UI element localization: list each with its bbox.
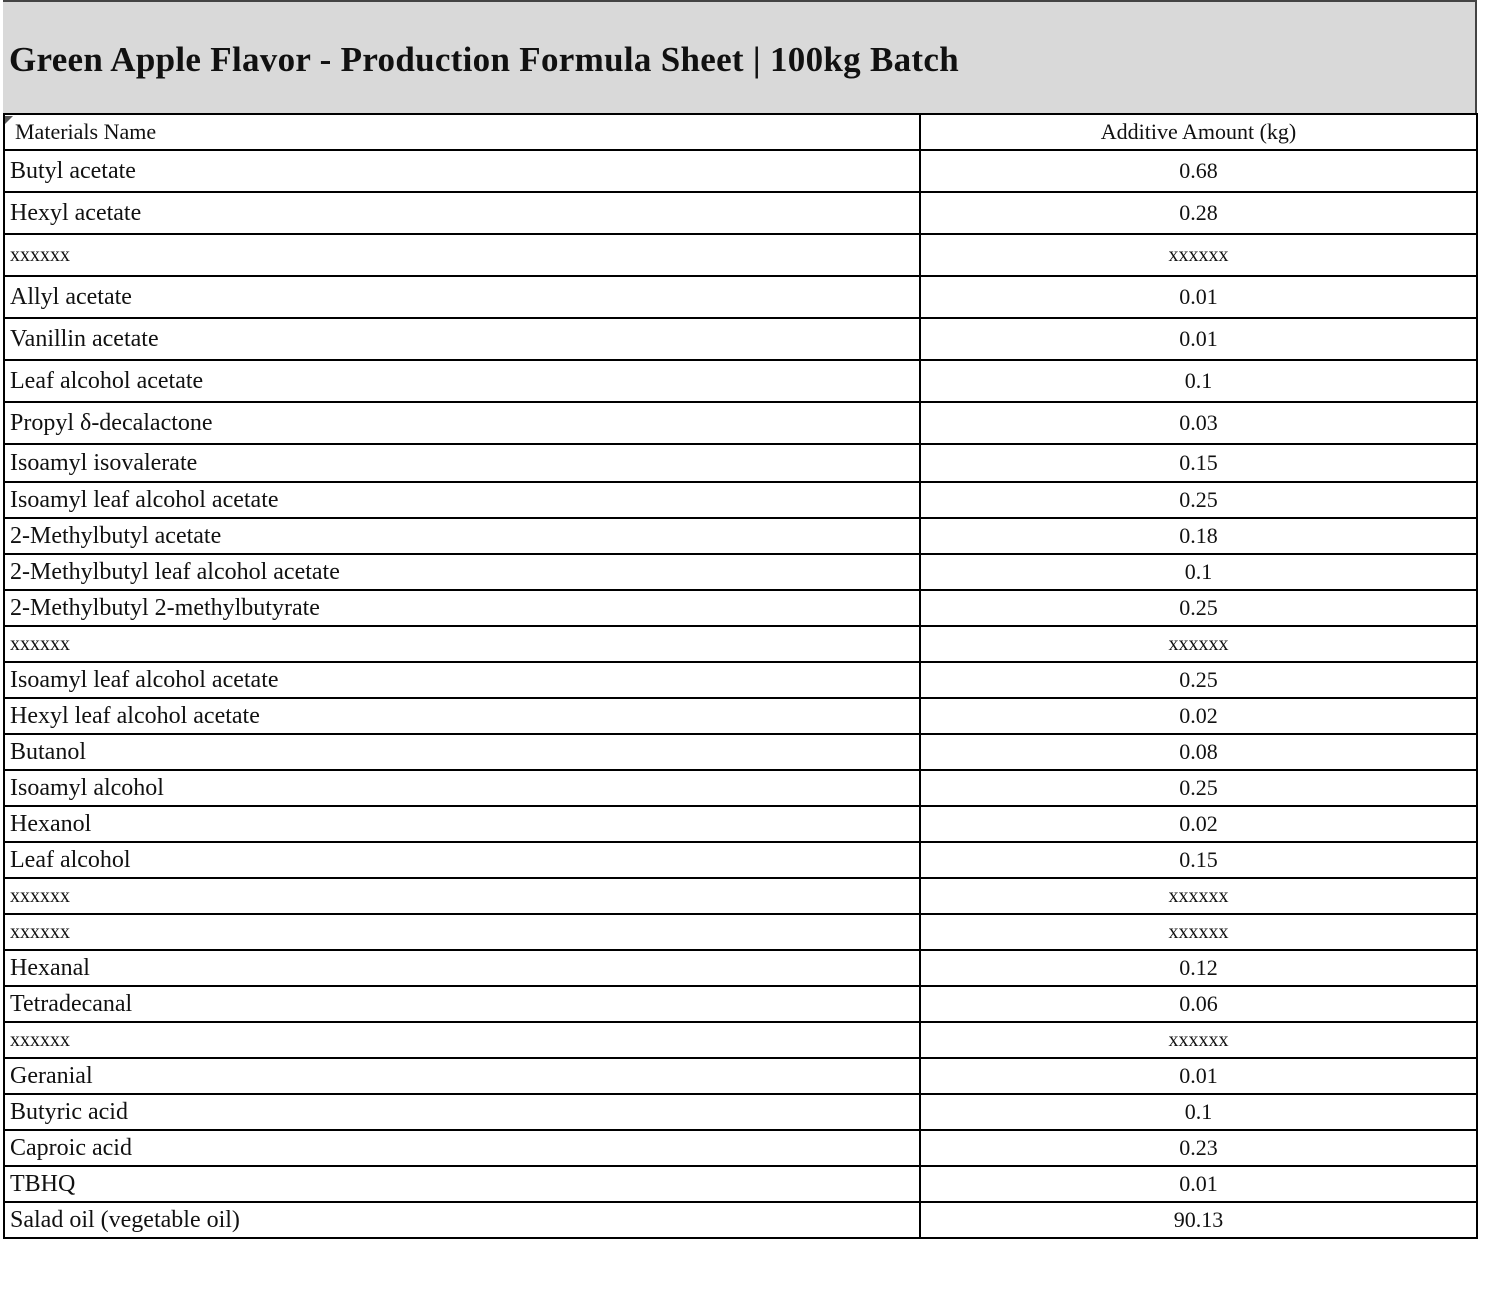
table-row xyxy=(4,1058,1477,1094)
additive-amount-cell[interactable]: 0.01 xyxy=(920,1058,1477,1094)
additive-amount-cell[interactable]: xxxxxx xyxy=(920,914,1477,950)
table-row xyxy=(4,518,1477,554)
table-row xyxy=(4,986,1477,1022)
material-name-cell[interactable]: 2-Methylbutyl leaf alcohol acetate xyxy=(4,554,920,590)
table-row xyxy=(4,590,1477,626)
table-row xyxy=(4,276,1477,318)
additive-amount-cell[interactable]: 0.03 xyxy=(920,402,1477,444)
additive-amount-cell[interactable]: 0.25 xyxy=(920,770,1477,806)
material-name-cell[interactable]: TBHQ xyxy=(4,1166,920,1202)
table-row xyxy=(4,444,1477,482)
additive-amount-cell[interactable]: 0.08 xyxy=(920,734,1477,770)
material-name-cell[interactable]: xxxxxx xyxy=(4,626,920,662)
sheet-title: Green Apple Flavor - Production Formula Sheet | 100kg Batch xyxy=(9,40,959,79)
header-additive-amount[interactable]: Additive Amount (kg) xyxy=(920,114,1477,150)
material-name-cell[interactable]: 2-Methylbutyl acetate xyxy=(4,518,920,554)
material-name-cell[interactable]: Tetradecanal xyxy=(4,986,920,1022)
additive-amount-cell[interactable]: 0.25 xyxy=(920,482,1477,518)
material-name-cell[interactable]: Salad oil (vegetable oil) xyxy=(4,1202,920,1238)
additive-amount-cell[interactable]: 0.1 xyxy=(920,554,1477,590)
material-name-cell[interactable]: Hexyl leaf alcohol acetate xyxy=(4,698,920,734)
material-name-cell[interactable]: Hexyl acetate xyxy=(4,192,920,234)
table-row xyxy=(4,554,1477,590)
table-row xyxy=(4,698,1477,734)
table-row xyxy=(4,150,1477,192)
additive-amount-cell[interactable]: 0.23 xyxy=(920,1130,1477,1166)
additive-amount-cell[interactable]: 0.28 xyxy=(920,192,1477,234)
sheet-title-cell[interactable] xyxy=(3,0,1477,113)
table-row xyxy=(4,734,1477,770)
additive-amount-cell[interactable]: 0.01 xyxy=(920,1166,1477,1202)
table-row xyxy=(4,360,1477,402)
additive-amount-cell[interactable]: 0.25 xyxy=(920,662,1477,698)
material-name-cell[interactable]: Geranial xyxy=(4,1058,920,1094)
table-row xyxy=(4,806,1477,842)
material-name-cell[interactable]: Butyric acid xyxy=(4,1094,920,1130)
table-row xyxy=(4,662,1477,698)
material-name-cell[interactable]: Caproic acid xyxy=(4,1130,920,1166)
material-name-cell[interactable]: Isoamyl isovalerate xyxy=(4,444,920,482)
material-name-cell[interactable]: Isoamyl leaf alcohol acetate xyxy=(4,662,920,698)
additive-amount-cell[interactable]: 0.01 xyxy=(920,276,1477,318)
material-name-cell[interactable]: Hexanal xyxy=(4,950,920,986)
table-row xyxy=(4,878,1477,914)
additive-amount-cell[interactable]: xxxxxx xyxy=(920,626,1477,662)
material-name-cell[interactable]: xxxxxx xyxy=(4,1022,920,1058)
material-name-cell[interactable]: Leaf alcohol xyxy=(4,842,920,878)
formula-table xyxy=(3,113,1478,1239)
additive-amount-cell[interactable]: 0.68 xyxy=(920,150,1477,192)
additive-amount-cell[interactable]: xxxxxx xyxy=(920,1022,1477,1058)
material-name-cell[interactable]: Allyl acetate xyxy=(4,276,920,318)
additive-amount-cell[interactable]: 0.01 xyxy=(920,318,1477,360)
material-name-cell[interactable]: Hexanol xyxy=(4,806,920,842)
table-row xyxy=(4,1202,1477,1238)
table-row xyxy=(4,318,1477,360)
additive-amount-cell[interactable]: 0.15 xyxy=(920,842,1477,878)
cell-comment-indicator-icon xyxy=(5,116,13,124)
material-name-cell[interactable]: 2-Methylbutyl 2-methylbutyrate xyxy=(4,590,920,626)
additive-amount-cell[interactable]: 0.02 xyxy=(920,698,1477,734)
table-row xyxy=(4,402,1477,444)
material-name-cell[interactable]: xxxxxx xyxy=(4,878,920,914)
table-row xyxy=(4,1022,1477,1058)
material-name-cell[interactable]: Leaf alcohol acetate xyxy=(4,360,920,402)
material-name-cell[interactable]: Isoamyl alcohol xyxy=(4,770,920,806)
additive-amount-cell[interactable]: 0.12 xyxy=(920,950,1477,986)
table-row xyxy=(4,914,1477,950)
additive-amount-cell[interactable]: xxxxxx xyxy=(920,878,1477,914)
table-row xyxy=(4,1166,1477,1202)
additive-amount-cell[interactable]: 0.18 xyxy=(920,518,1477,554)
table-row xyxy=(4,234,1477,276)
additive-amount-cell[interactable]: 0.25 xyxy=(920,590,1477,626)
table-row xyxy=(4,842,1477,878)
table-row xyxy=(4,192,1477,234)
material-name-cell[interactable]: Butanol xyxy=(4,734,920,770)
additive-amount-cell[interactable]: 0.1 xyxy=(920,1094,1477,1130)
material-name-cell[interactable]: Vanillin acetate xyxy=(4,318,920,360)
table-row xyxy=(4,626,1477,662)
additive-amount-cell[interactable]: 0.02 xyxy=(920,806,1477,842)
header-materials-name[interactable]: Materials Name xyxy=(4,114,920,150)
additive-amount-cell[interactable]: 0.15 xyxy=(920,444,1477,482)
table-row xyxy=(4,1130,1477,1166)
additive-amount-cell[interactable]: 0.06 xyxy=(920,986,1477,1022)
material-name-cell[interactable]: xxxxxx xyxy=(4,914,920,950)
material-name-cell[interactable]: xxxxxx xyxy=(4,234,920,276)
table-row xyxy=(4,482,1477,518)
header-row xyxy=(4,114,1477,150)
table-row xyxy=(4,1094,1477,1130)
material-name-cell[interactable]: Isoamyl leaf alcohol acetate xyxy=(4,482,920,518)
table-row xyxy=(4,950,1477,986)
table-row xyxy=(4,770,1477,806)
additive-amount-cell[interactable]: 90.13 xyxy=(920,1202,1477,1238)
additive-amount-cell[interactable]: 0.1 xyxy=(920,360,1477,402)
material-name-cell[interactable]: Butyl acetate xyxy=(4,150,920,192)
additive-amount-cell[interactable]: xxxxxx xyxy=(920,234,1477,276)
material-name-cell[interactable]: Propyl δ-decalactone xyxy=(4,402,920,444)
